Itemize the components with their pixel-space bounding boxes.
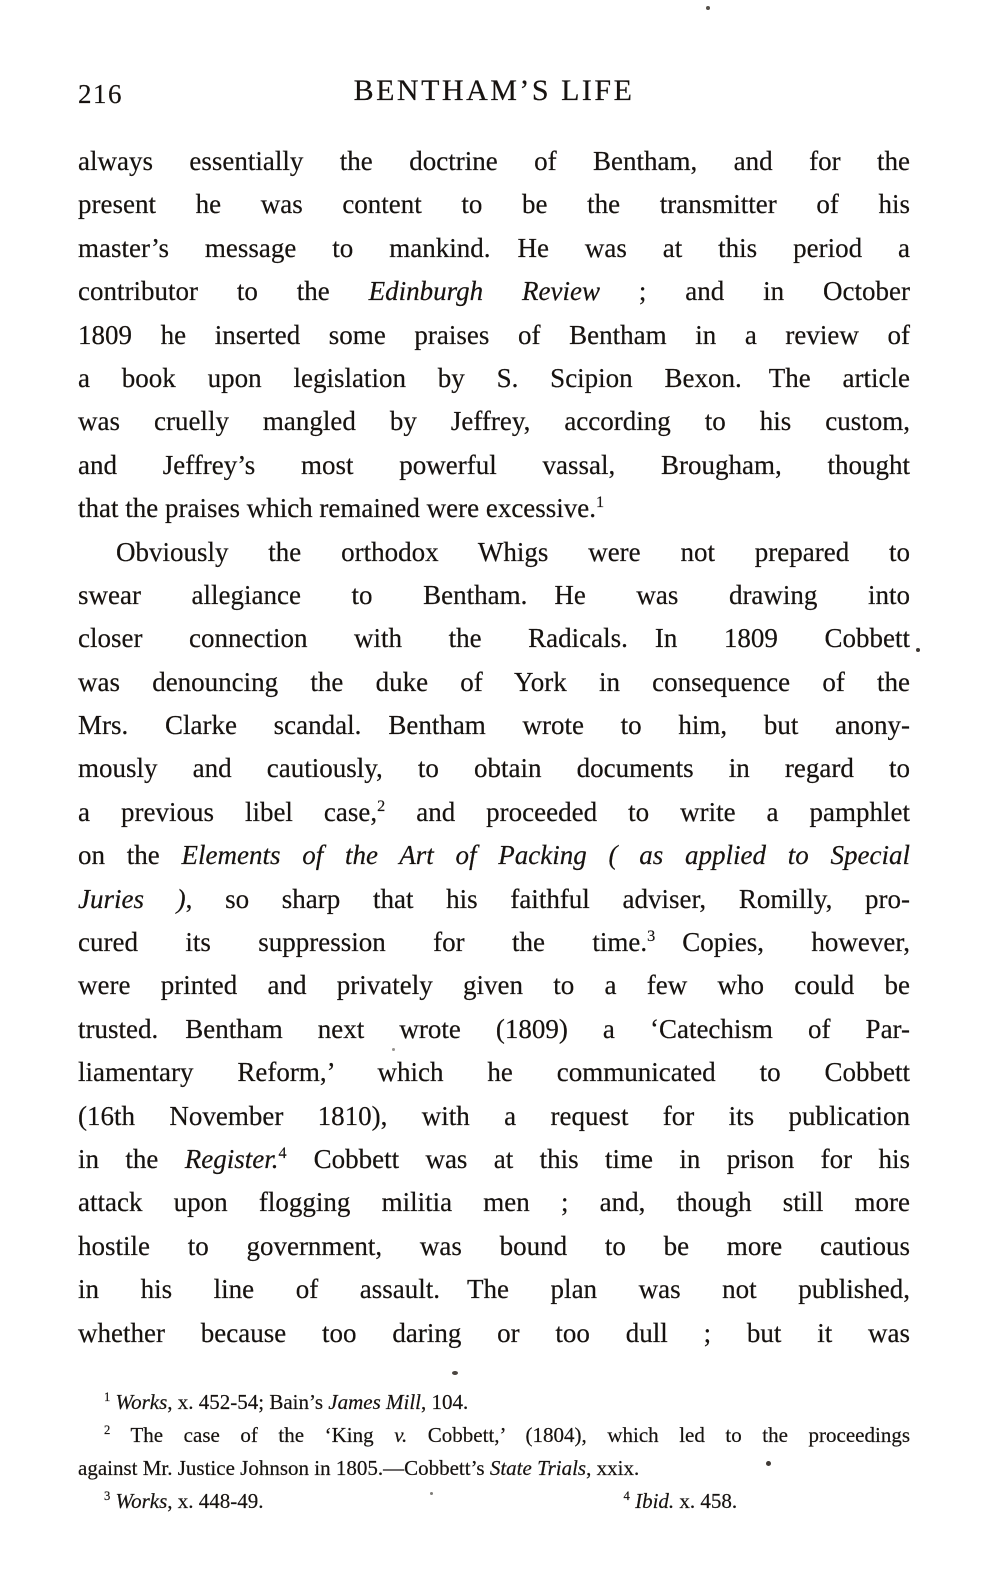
scan-artifact	[452, 1371, 458, 1375]
footnotes	[78, 1386, 910, 1518]
footnote-marker: 1	[104, 1390, 111, 1404]
text-line: Mrs. Clarke scandal. Bentham wrote to him, but anony-	[78, 710, 910, 741]
text-line: was denouncing the duke of York in consequence of the	[78, 666, 910, 697]
page-header	[78, 74, 910, 114]
footnote-marker: 2	[377, 796, 386, 815]
text-line: a previous libel case,$^2$ and proceeded to write a pamphlet	[78, 796, 910, 827]
text-line: against Mr. Justice Johnson in 1805.—Cobbett’s State Trials, xxix.	[78, 1456, 640, 1480]
footnote-marker: 1	[596, 493, 605, 512]
scan-artifact	[766, 1461, 771, 1466]
text-line: always essentially the doctrine of Bentham, and for the	[78, 146, 910, 176]
text-line: were printed and privately given to a few who could be	[78, 970, 910, 1001]
text-line: in his line of assault. The plan was not published,	[78, 1274, 910, 1305]
text-line: Obviously the orthodox Whigs were not prepared to	[116, 536, 910, 567]
text-line: that the praises which remained were excessive.$^1$	[78, 493, 605, 524]
text-line: cured its suppression for the time.$^3$ Copies, however,	[78, 927, 910, 958]
text-line: and Jeffrey’s most powerful vassal, Brougham, thought	[78, 449, 910, 480]
text-line: in the Register.$^4$ Cobbett was at this time in prison for his	[78, 1143, 910, 1174]
text-line: liamentary Reform,’ which he communicated to Cobbett	[78, 1057, 910, 1088]
scan-artifact	[430, 1492, 433, 1495]
text-line: 1809 he inserted some praises of Bentham in a review of	[78, 319, 910, 350]
text-line: (16th November 1810), with a request for its publication	[78, 1100, 910, 1131]
text-line: master’s message to mankind. He was at this period a	[78, 232, 910, 263]
text-line: hostile to government, was bound to be more cautious	[78, 1230, 910, 1261]
text-line: $^1$ Works, x. 452-54; Bain’s James Mill, 104.	[104, 1390, 469, 1414]
scan-artifact	[916, 648, 920, 652]
text-line: a book upon legislation by S. Scipion Bexon. The article	[78, 362, 910, 393]
running-head-title: BENTHAM’S LIFE	[353, 74, 635, 107]
text-line: $^2$ The case of the ‘King v. Cobbett,’ (1804), which led to the proceedings	[104, 1423, 910, 1447]
footnote-marker: 2	[104, 1423, 111, 1437]
text-line: trusted. Bentham next wrote (1809) a ‘Catechism of Par-	[78, 1013, 910, 1044]
body-text	[78, 140, 910, 1355]
text-line: closer connection with the Radicals. In 1809 Cobbett	[78, 623, 910, 654]
footnote-marker: 4	[623, 1489, 630, 1503]
scan-artifact	[392, 1048, 395, 1051]
text-line: mously and cautiously, to obtain documents in regard to	[78, 753, 910, 784]
text-line: present he was content to be the transmitter of his	[78, 189, 910, 220]
text-line: swear allegiance to Bentham. He was drawing into	[78, 579, 910, 610]
scan-artifact	[706, 6, 710, 10]
footnote-marker: 3	[647, 927, 656, 946]
footnote-marker: 4	[278, 1143, 287, 1162]
page-number: 216	[78, 79, 123, 109]
footnote-marker: 3	[104, 1489, 111, 1503]
text-line: contributor to the Edinburgh Review ; and in October	[78, 276, 910, 307]
text-line: attack upon flogging militia men ; and, though still more	[78, 1187, 910, 1218]
text-line: $^3$ Works, x. 448-49. $^4$ Ibid. x. 458.	[104, 1489, 738, 1513]
text-line: whether because too daring or too dull ; but it was	[78, 1317, 910, 1348]
text-line: was cruelly mangled by Jeffrey, according to his custom,	[78, 406, 910, 437]
text-line: Juries ), so sharp that his faithful adviser, Romilly, pro-	[78, 883, 910, 914]
text-line: on the Elements of the Art of Packing ( as applied to Special	[78, 840, 910, 871]
